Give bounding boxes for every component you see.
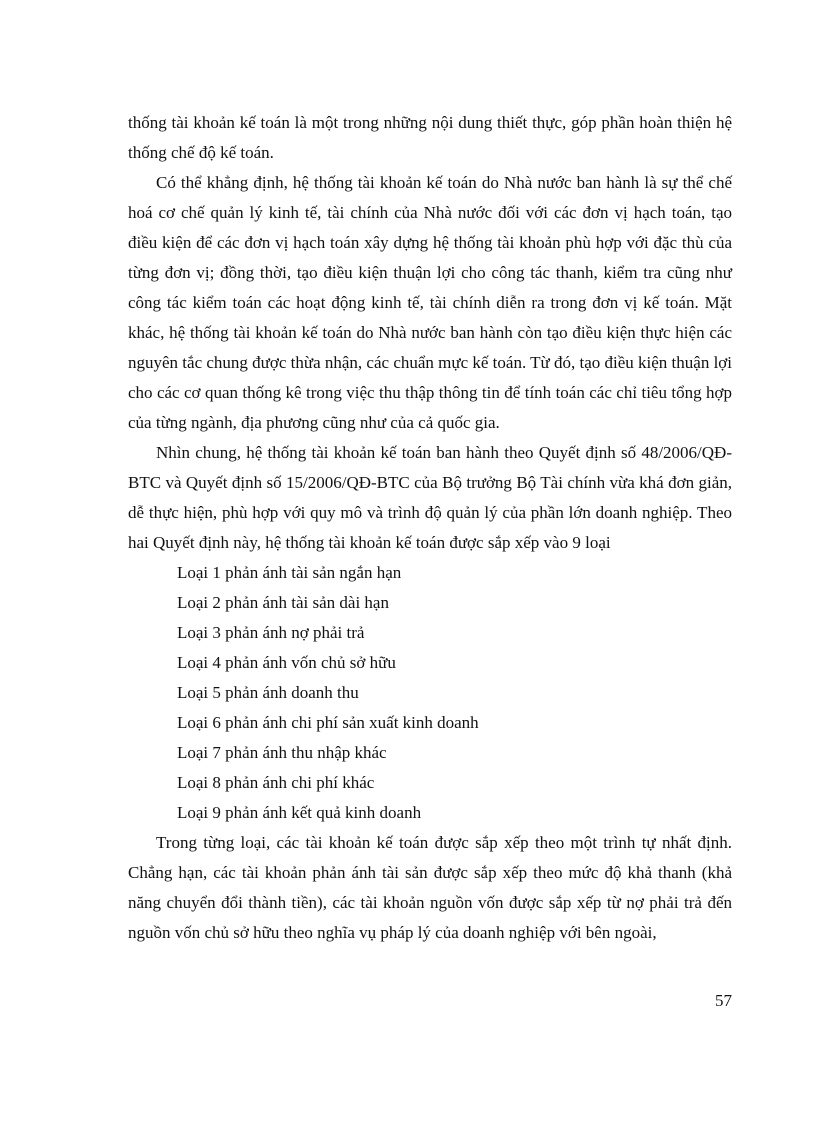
body-text: [128, 108, 732, 948]
list-item: Loại 7 phản ánh thu nhập khác: [177, 743, 387, 762]
list-item: Loại 3 phản ánh nợ phải trả: [177, 623, 365, 642]
list-item: Loại 9 phản ánh kết quả kinh doanh: [177, 803, 422, 822]
list-item: Loại 4 phản ánh vốn chủ sở hữu: [177, 653, 396, 672]
account-type-list: [128, 558, 732, 828]
list-item: Loại 8 phản ánh chi phí khác: [177, 773, 375, 792]
paragraph-continuation: thống tài khoản kế toán là một trong những nội dung thiết thực, góp phần hoàn thiện hệ thống chế độ kế toán.: [128, 113, 732, 162]
paragraph: Có thể khẳng định, hệ thống tài khoản kế toán do Nhà nước ban hành là sự thể chế hoá cơ chế quản lý kinh tế, tài chính của Nhà nước đối với các đơn vị hạch toán, tạo điều kiện để các đơn vị hạch toán xây dựng hệ thống tài khoản phù hợp với đặc thù của từng đơn vị; đồng thời, tạo điều kiện thuận lợi cho công tác thanh, kiểm tra cũng như công tác kiểm toán các hoạt động kinh tế, tài chính diễn ra trong đơn vị kế toán. Mặt khác, hệ thống tài khoản kế toán do Nhà nước ban hành còn tạo điều kiện thực hiện các nguyên tắc chung được thừa nhận, các chuẩn mực kế toán. Từ đó, tạo điều kiện thuận lợi cho các cơ quan thống kê trong việc thu thập thông tin để tính toán các chỉ tiêu tổng hợp của từng ngành, địa phương cũng như của cả quốc gia.: [128, 173, 733, 432]
list-item: Loại 1 phản ánh tài sản ngắn hạn: [177, 563, 402, 582]
page-number: 57: [715, 991, 732, 1010]
paragraph: Nhìn chung, hệ thống tài khoản kế toán ban hành theo Quyết định số 48/2006/QĐ-BTC và Quyết định số 15/2006/QĐ-BTC của Bộ trưởng Bộ Tài chính vừa khá đơn giản, dễ thực hiện, phù hợp với quy mô và trình độ quản lý của phần lớn doanh nghiệp. Theo hai Quyết định này, hệ thống tài khoản kế toán được sắp xếp vào 9 loại: [128, 443, 732, 552]
list-item: Loại 2 phản ánh tài sản dài hạn: [177, 593, 389, 612]
list-item: Loại 5 phản ánh doanh thu: [177, 683, 359, 702]
paragraph: Trong từng loại, các tài khoản kế toán được sắp xếp theo một trình tự nhất định. Chẳng hạn, các tài khoản phản ánh tài sản được sắp xếp theo mức độ khả thanh (khả năng chuyển đổi thành tiền), các tài khoản nguồn vốn được sắp xếp từ nợ phải trả đến nguồn vốn chủ sở hữu theo nghĩa vụ pháp lý của doanh nghiệp với bên ngoài,: [128, 833, 732, 942]
list-item: Loại 6 phản ánh chi phí sản xuất kinh doanh: [177, 713, 479, 732]
